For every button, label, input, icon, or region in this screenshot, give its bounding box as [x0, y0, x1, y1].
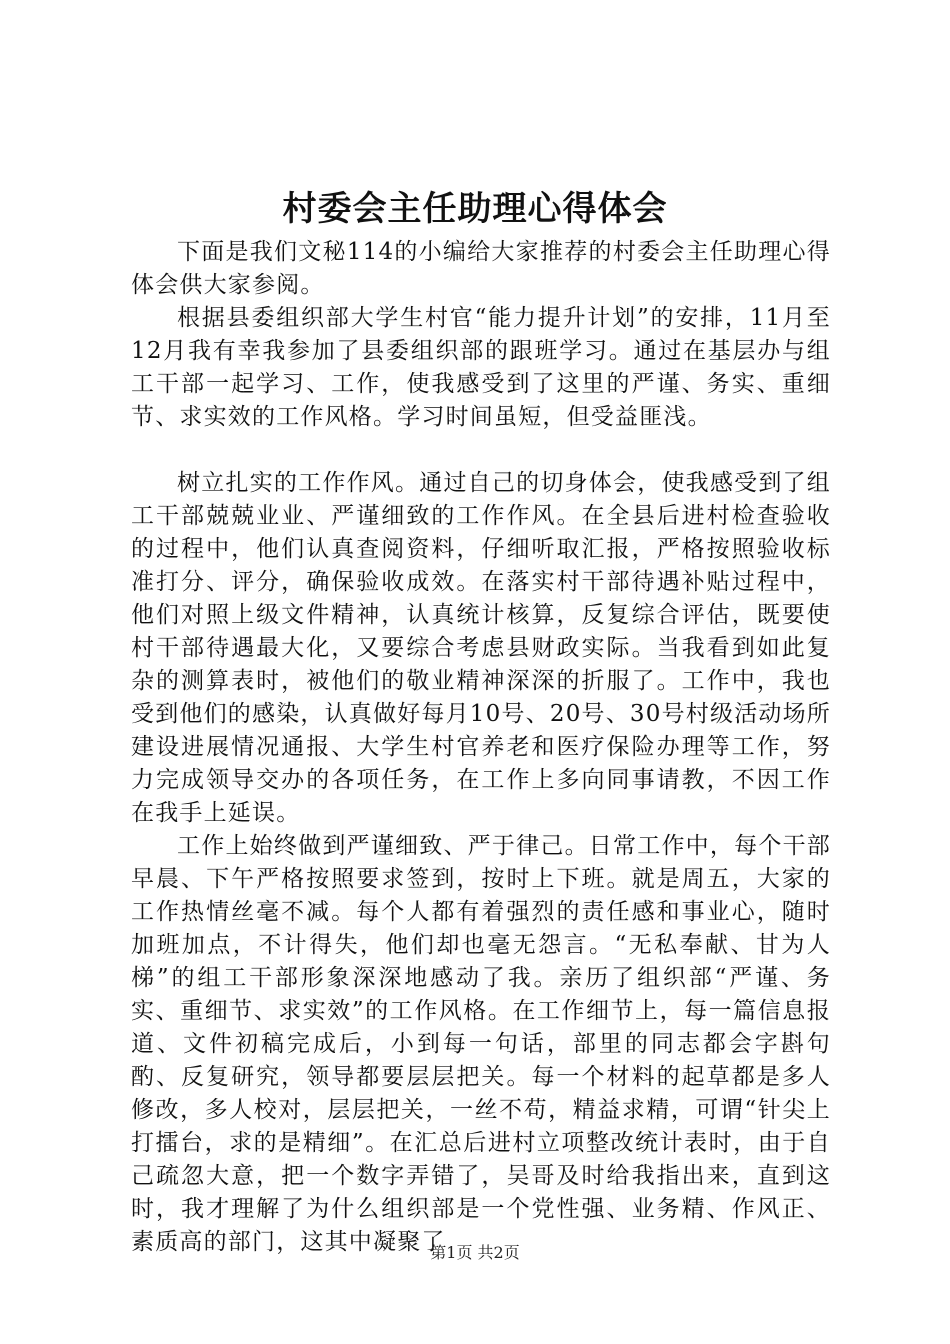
paragraph-intro: 下面是我们文秘114的小编给大家推荐的村委会主任助理心得体会供大家参阅。	[131, 239, 831, 298]
document-body	[131, 236, 831, 1259]
paragraph-spacer	[131, 434, 831, 467]
paragraph-background: 根据县委组织部大学生村官“能力提升计划”的安排，11月至12月我有幸我参加了县委组织部的跟班学习。通过在基层办与组工干部一起学习、工作，使我感受到了这里的严谨、务实、重细节、求实效的工作风格。学习时间虽短，但受益匪浅。	[131, 305, 831, 430]
page-footer: 第1页 共2页	[430, 1243, 520, 1262]
paragraph-work-style: 树立扎实的工作作风。通过自己的切身体会，使我感受到了组工干部兢兢业业、严谨细致的工作作风。在全县后进村检查验收的过程中，他们认真查阅资料，仔细听取汇报，严格按照验收标准打分、评分，确保验收成效。在落实村干部待遇补贴过程中，他们对照上级文件精神，认真统计核算，反复综合评估，既要使村干部待遇最大化，又要综合考虑县财政实际。当我看到如此复杂的测算表时，被他们的敬业精神深深的折服了。工作中，我也受到他们的感染，认真做好每月10号、20号、30号村级活动场所建设进展情况通报、大学生村官养老和医疗保险办理等工作，努力完成领导交办的各项任务，在工作上多向同事请教，不因工作在我手上延误。	[131, 470, 831, 826]
document-title: 村委会主任助理心得体会	[282, 189, 668, 229]
paragraph-rigor: 工作上始终做到严谨细致、严于律己。日常工作中，每个干部早晨、下午严格按照要求签到，按时上下班。就是周五，大家的工作热情丝毫不减。每个人都有着强烈的责任感和事业心，随时加班加点，不计得失，他们却也毫无怨言。“无私奉献、甘为人梯”的组工干部形象深深地感动了我。亲历了组织部“严谨、务实、重细节、求实效”的工作风格。在工作细节上，每一篇信息报道、文件初稿完成后，小到每一句话，部里的同志都会字斟句酌、反复研究，领导都要层层把关。每一个材料的起草都是多人修改，多人校对，层层把关，一丝不苟，精益求精，可谓“针尖上打擂台，求的是精细”。在汇总后进村立项整改统计表时，由于自己疏忽大意，把一个数字弄错了，吴哥及时给我指出来，直到这时，我才理解了为什么组织部是一个党性强、业务精、作风正、素质高的部门，这其中凝聚了	[131, 833, 831, 1255]
